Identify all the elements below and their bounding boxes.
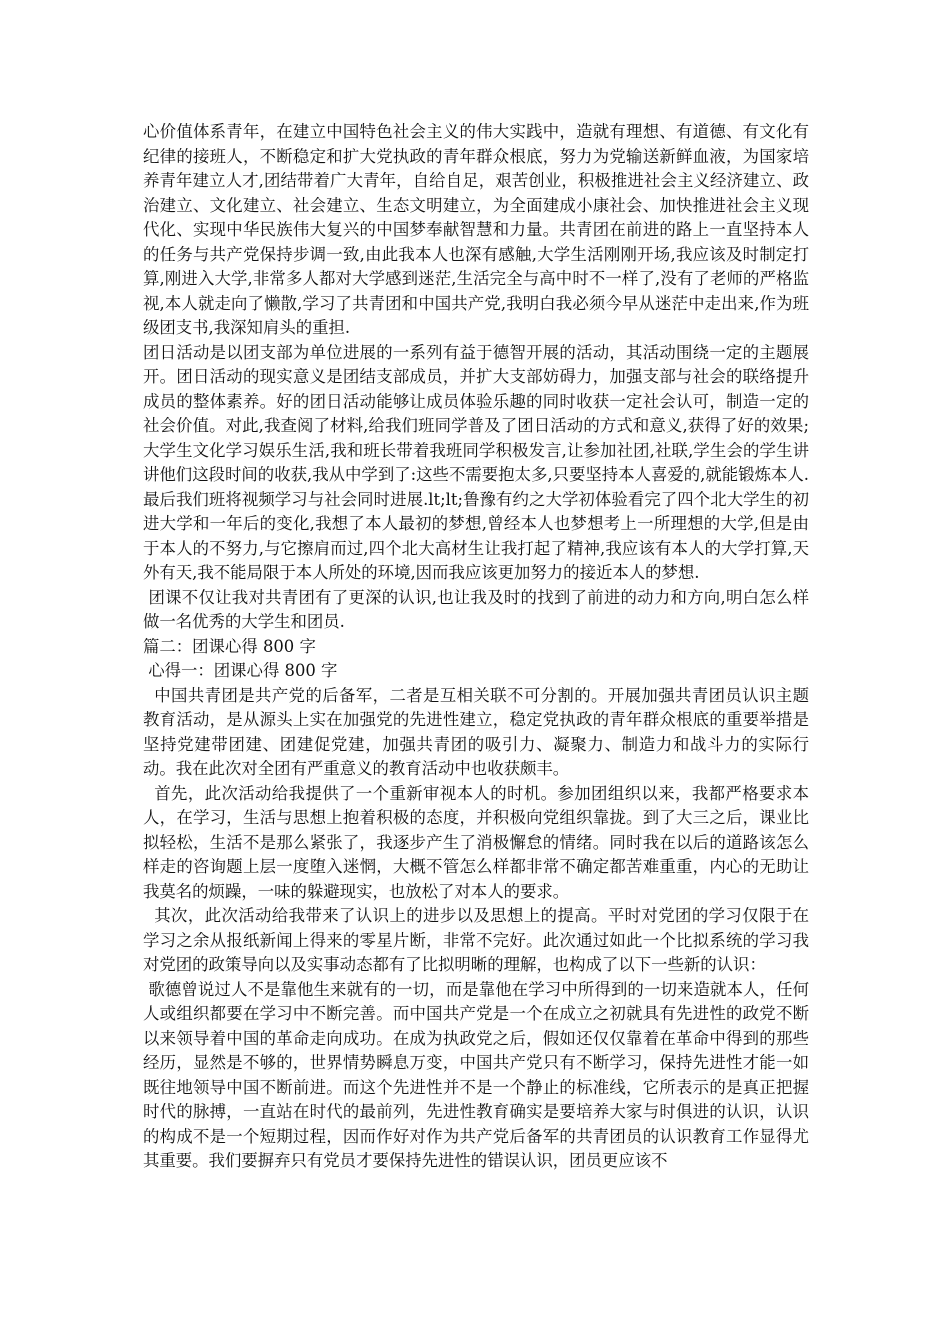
paragraph-league-reserve: 中国共青团是共产党的后备军，二者是互相关联不可分割的。开展加强共青团员认识主题教育活动，是从源头上实在加强党的先进性建立，稳定党执政的青年群众根底的重要举措是坚持党建带团建、团建促党建，加强共青团的吸引力、凝聚力、制造力和战斗力的实际行动。我在此次对全团有严重意义的教育活动中也收获颇丰。 (143, 685, 810, 778)
paragraph-second: 其次，此次活动给我带来了认识上的进步以及思想上的提高。平时对党团的学习仅限于在学习之余从报纸新闻上得来的零星片断，非常不完好。此次通过如此一个比拟系统的学习我对党团的政策导向以及实事动态都有了比拟明晰的理解，也构成了以下一些新的认识： (143, 906, 810, 974)
paragraph-goethe: 歌德曾说过人不是靠他生来就有的一切，而是靠他在学习中所得到的一切来造就本人，任何人或组织都要在学习中不断完善。而中国共产党是一个在成立之初就具有先进性的政党不断以来领导着中国的革命走向成功。在成为执政党之后，假如还仅仅靠着在革命中得到的那些经历，显然是不够的，世界情势瞬息万变，中国共产党只有不断学习，保持先进性才能一如既往地领导中国不断前进。而这个先进性并不是一个静止的标准线，它所表示的是真正把握时代的脉搏，一直站在时代的最前列，先进性教育确实是要培养大家与时俱进的认识，认识的构成不是一个短期过程，因而作好对作为共产党后备军的共青团员的认识教育工作显得尤其重要。我们要摒弃只有党员才要保持先进性的错误认识，团员更应该不 (143, 979, 809, 1170)
paragraph-league-class-summary: 团课不仅让我对共青团有了更深的认识,也让我及时的找到了前进的动力和方向,明白怎么样做一名优秀的大学生和团员. (143, 587, 809, 631)
paragraph-intro: 心价值体系青年，在建立中国特色社会主义的伟大实践中，造就有理想、有道德、有文化有纪律的接班人，不断稳定和扩大党执政的青年群众根底，努力为党输送新鲜血液，为国家培养青年建立人才,团结带着广大青年，自给自足，艰苦创业，积极推进社会主义经济建立、政治建立、文化建立、社会建立、生态文明建立，为全面建成小康社会、加快推进社会主义现代化、实现中华民族伟大复兴的中国梦奉献智慧和力量。共青团在前进的路上一直坚持本人的任务与共产党保持步调一致,由此我本人也深有感触,大学生活刚刚开场,我应该及时制定打算,刚进入大学,非常多人都对大学感到迷茫,生活完全与高中时不一样了,没有了老师的严格监视,本人就走向了懒散,学习了共青团和中国共产党,我明白我必须今早从迷茫中走出来,作为班级团支书,我深知肩头的重担. (143, 122, 809, 337)
subsection-heading: 心得一：团课心得 800 字 (143, 661, 338, 680)
section-heading: 篇二：团课心得 800 字 (143, 636, 316, 656)
paragraph-league-day: 团日活动是以团支部为单位进展的一系列有益于德智开展的活动，其活动围绕一定的主题展开。团日活动的现实意义是团结支部成员，并扩大支部妨碍力，加强支部与社会的联络提升成员的整体素养。好的团日活动能够让成员体验乐趣的同时收获一定社会认可，制造一定的社会价值。对此,我查阅了材料,给我们班同学普及了团日活动的方式和意义,获得了好的效果;大学生文化学习娱乐生活,我和班长带着我班同学积极发言,让参加社团,社联,学生会的学生讲讲他们这段时间的收获,我从中学到了:这些不需要抱太多,只要坚持本人喜爱的,就能锻炼本人.最后我们班将视频学习与社会同时进展.lt;lt;鲁豫有约之大学初体验看完了四个北大学生的初进大学和一年后的变化,我想了本人最初的梦想,曾经本人也梦想考上一所理想的大学,但是由于本人的不努力,与它擦肩而过,四个北大高材生让我打起了精神,我应该有本人的大学打算,天外有天,我不能局限于本人所处的环境,因而我应该更加努力的接近本人的梦想. (143, 342, 809, 582)
paragraph-first: 首先，此次活动给我提供了一个重新审视本人的时机。参加团组织以来，我都严格要求本人，在学习，生活与思想上抱着积极的态度，并积极向党组织靠拢。到了大三之后，课业比拟轻松，生活不是那么紧张了，我逐步产生了消极懈怠的情绪。同时我在以后的道路该怎么样走的咨询题上层一度堕入迷惘，大概不管怎么样都非常不确定都苦难重重，内心的无助让我莫名的烦躁，一味的躲避现实，也放松了对本人的要求。 (143, 783, 810, 901)
document-body (143, 120, 809, 1174)
